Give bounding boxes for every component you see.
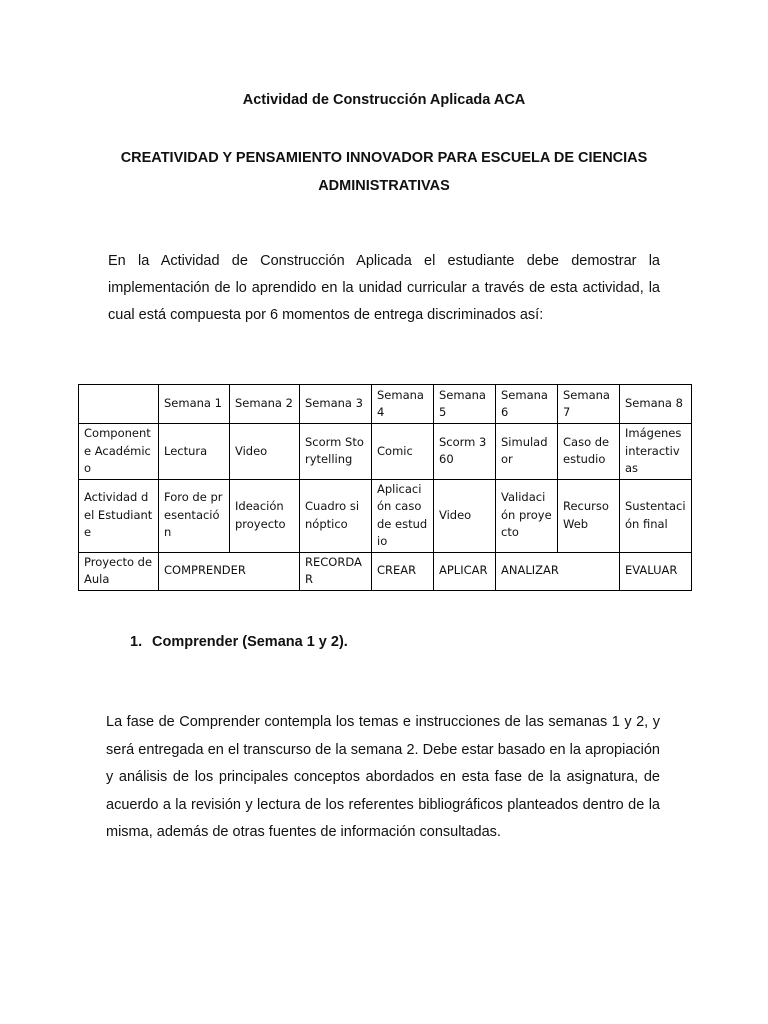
table-cell: Video: [230, 424, 300, 480]
table-cell: Actividad del Estudiante: [79, 479, 159, 552]
table-cell: Scorm Storytelling: [300, 424, 372, 480]
table-cell: Semana 8: [620, 385, 692, 424]
table-cell: Validación proyecto: [496, 479, 558, 552]
table-cell: Semana 2: [230, 385, 300, 424]
table-cell: Comic: [372, 424, 434, 480]
table-cell: Proyecto de Aula: [79, 552, 159, 590]
table-cell: Semana 3: [300, 385, 372, 424]
table-cell: Ideación proyecto: [230, 479, 300, 552]
section-title: Comprender (Semana 1 y 2).: [152, 634, 348, 650]
table-cell: Imágenes interactivas: [620, 424, 692, 480]
table-cell: Foro de presentación: [159, 479, 230, 552]
table-cell: Semana 7: [558, 385, 620, 424]
table-cell: Componente Académico: [79, 424, 159, 480]
table-cell: APLICAR: [434, 552, 496, 590]
table-cell: CREAR: [372, 552, 434, 590]
schedule-table: [78, 384, 692, 591]
table-header-row: [79, 385, 692, 424]
table-cell: Caso de estudio: [558, 424, 620, 480]
table-cell: Semana 6: [496, 385, 558, 424]
document-title: Actividad de Construcción Aplicada ACA: [242, 92, 526, 108]
table-cell: Cuadro sinóptico: [300, 479, 372, 552]
section-number: 1.: [130, 634, 143, 650]
table-cell: EVALUAR: [620, 552, 692, 590]
table-cell: Scorm 360: [434, 424, 496, 480]
table-cell: Video: [434, 479, 496, 552]
table-cell: Semana 1: [159, 385, 230, 424]
table-cell: Recurso Web: [558, 479, 620, 552]
table-cell: COMPRENDER: [159, 552, 300, 590]
table-cell: Aplicación caso de estudio: [372, 479, 434, 552]
section-paragraph: La fase de Comprender contempla los temas e instrucciones de las semanas 1 y 2, y será entregada en el transcurso de la semana 2. Debe estar basado en la apropiación y análisis de los principales conceptos abordados en esta fase de la asignatura, de acuerdo a la revisión y lectura de los referentes bibliográficos planteados dentro de la misma, además de otras fuentes de información consultadas.: [106, 714, 660, 840]
table-row-actividad: [79, 479, 692, 552]
intro-paragraph: En la Actividad de Construcción Aplicada el estudiante debe demostrar la implementación de lo aprendido en la unidad curricular a través de esta actividad, la cual está compuesta por 6 momentos de entrega discriminados así:: [108, 253, 660, 323]
table-row-proyecto: [79, 552, 692, 590]
table-cell: ANALIZAR: [496, 552, 620, 590]
table-cell: Sustentación final: [620, 479, 692, 552]
section-heading: [130, 634, 348, 650]
table-row-componente: [79, 424, 692, 480]
table-cell: [79, 385, 159, 424]
table-cell: RECORDAR: [300, 552, 372, 590]
table-cell: Semana 4: [372, 385, 434, 424]
document-subtitle: CREATIVIDAD Y PENSAMIENTO INNOVADOR PARA ESCUELA DE CIENCIAS ADMINISTRATIVAS: [120, 150, 648, 194]
table-cell: Lectura: [159, 424, 230, 480]
table-cell: Semana 5: [434, 385, 496, 424]
table-cell: Simulador: [496, 424, 558, 480]
